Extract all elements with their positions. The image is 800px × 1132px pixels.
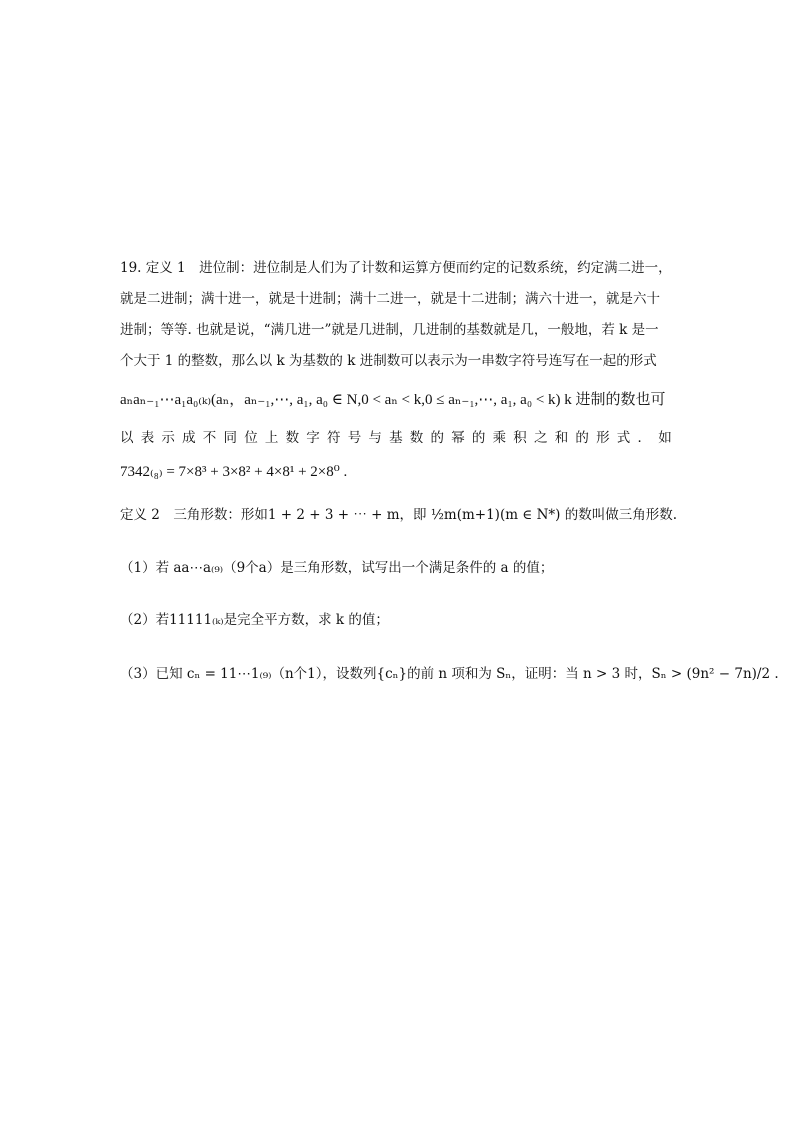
problem-line-4: 个大于 1 的整数，那么以 k 为基数的 k 进制数可以表示为一串数字符号连写在一起的形式 [120, 353, 657, 369]
problem-line-2: 就是二进制；满十进一，就是十进制；满十二进一，就是十二进制；满六十进一，就是六十 [120, 291, 660, 307]
problem-line-5-formula: aₙaₙ₋₁⋯a₁a₀₍ₖ₎(aₙ，aₙ₋₁,⋯, a₁, a₀ ∈ N,0 < aₙ < k,0 ≤ aₙ₋₁,⋯, a₁, a₀ < k) k 进制的数也可 [120, 392, 666, 408]
problem-line-1: 19. 定义 1 进位制：进位制是人们为了计数和运算方便而约定的记数系统，约定满二进一， [120, 260, 672, 276]
problem-line-7-example: 7342₍₈₎ = 7×8³ + 3×8² + 4×8¹ + 2×8⁰ . [120, 464, 348, 480]
problem-line-6: 以表示成不同位上数字符号与基数的幂的乘积之和的形式．如 [120, 430, 679, 446]
question-2: （2）若11111₍ₖ₎是完全平方数，求 k 的值； [120, 612, 389, 628]
question-1: （1）若 aa⋯a₍₉₎（9个a）是三角形数，试写出一个满足条件的 a 的值； [120, 560, 554, 576]
problem-line-3: 进制；等等. 也就是说，“满几进一”就是几进制，几进制的基数就是几，一般地，若 k 是一 [120, 322, 659, 338]
definition-2-line: 定义 2 三角形数：形如1 + 2 + 3 + ⋯ + m，即 ½m(m+1)(m ∈ N*) 的数叫做三角形数. [120, 507, 677, 523]
question-3: （3）已知 cₙ = 11⋯1₍₉₎（n个1），设数列{cₙ}的前 n 项和为 Sₙ，证明：当 n > 3 时，Sₙ > (9n² − 7n)/2 . [120, 666, 779, 682]
